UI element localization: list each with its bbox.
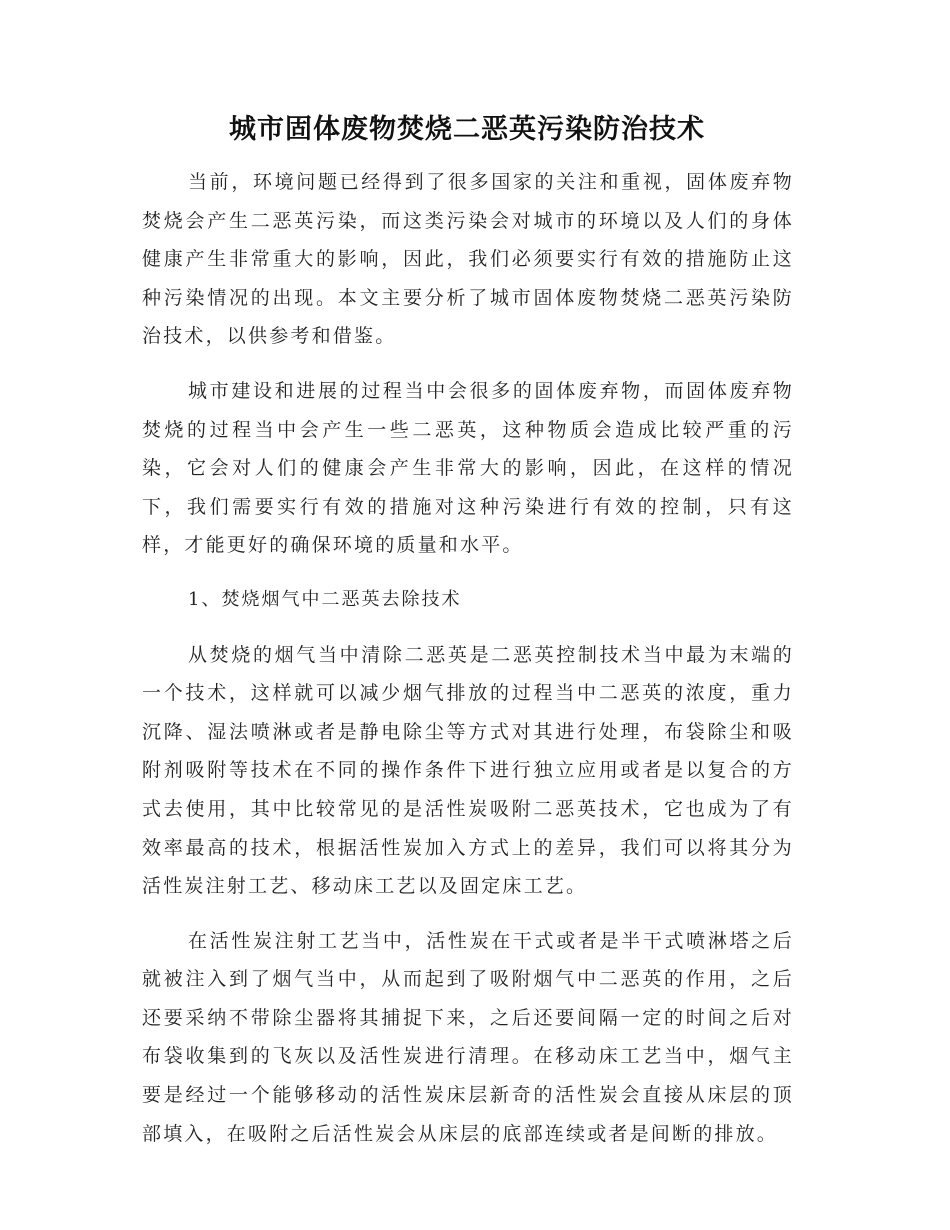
document-body	[142, 163, 794, 1169]
paragraph-background: 城市建设和进展的过程当中会很多的固体废弃物，而固体废弃物焚烧的过程当中会产生一些二恶英，这种物质会造成比较严重的污染，它会对人们的健康会产生非常大的影响，因此，在这样的情况下，我们需要实行有效的措施对这种污染进行有效的控制，只有这样，才能更好的确保环境的质量和水平。	[142, 379, 794, 557]
paragraph-activated-carbon: 在活性炭注射工艺当中，活性炭在干式或者是半干式喷淋塔之后就被注入到了烟气当中，从而起到了吸附烟气中二恶英的作用，之后还要采纳不带除尘器将其捕捉下来，之后还要间隔一定的时间之后对布袋收集到的飞灰以及活性炭进行清理。在移动床工艺当中，烟气主要是经过一个能够移动的活性炭床层新奇的活性炭会直接从床层的顶部填入，在吸附之后活性炭会从床层的底部连续或者是间断的排放。	[142, 929, 794, 1145]
paragraph-removal-tech: 从焚烧的烟气当中清除二恶英是二恶英控制技术当中最为末端的一个技术，这样就可以减少烟气排放的过程当中二恶英的浓度，重力沉降、湿法喷淋或者是静电除尘等方式对其进行处理，布袋除尘和吸附剂吸附等技术在不同的操作条件下进行独立应用或者是以复合的方式去使用，其中比较常见的是活性炭吸附二恶英技术，它也成为了有效率最高的技术，根据活性炭加入方式上的差异，我们可以将其分为活性炭注射工艺、移动床工艺以及固定床工艺。	[142, 643, 794, 898]
paragraph-intro: 当前，环境问题已经得到了很多国家的关注和重视，固体废弃物焚烧会产生二恶英污染，而这类污染会对城市的环境以及人们的身体健康产生非常重大的影响，因此，我们必须要实行有效的措施防止这种污染情况的出现。本文主要分析了城市固体废物焚烧二恶英污染防治技术，以供参考和借鉴。	[142, 171, 794, 348]
section-heading-1: 1、焚烧烟气中二恶英去除技术	[188, 588, 462, 610]
document-title: 城市固体废物焚烧二恶英污染防治技术	[229, 114, 705, 145]
